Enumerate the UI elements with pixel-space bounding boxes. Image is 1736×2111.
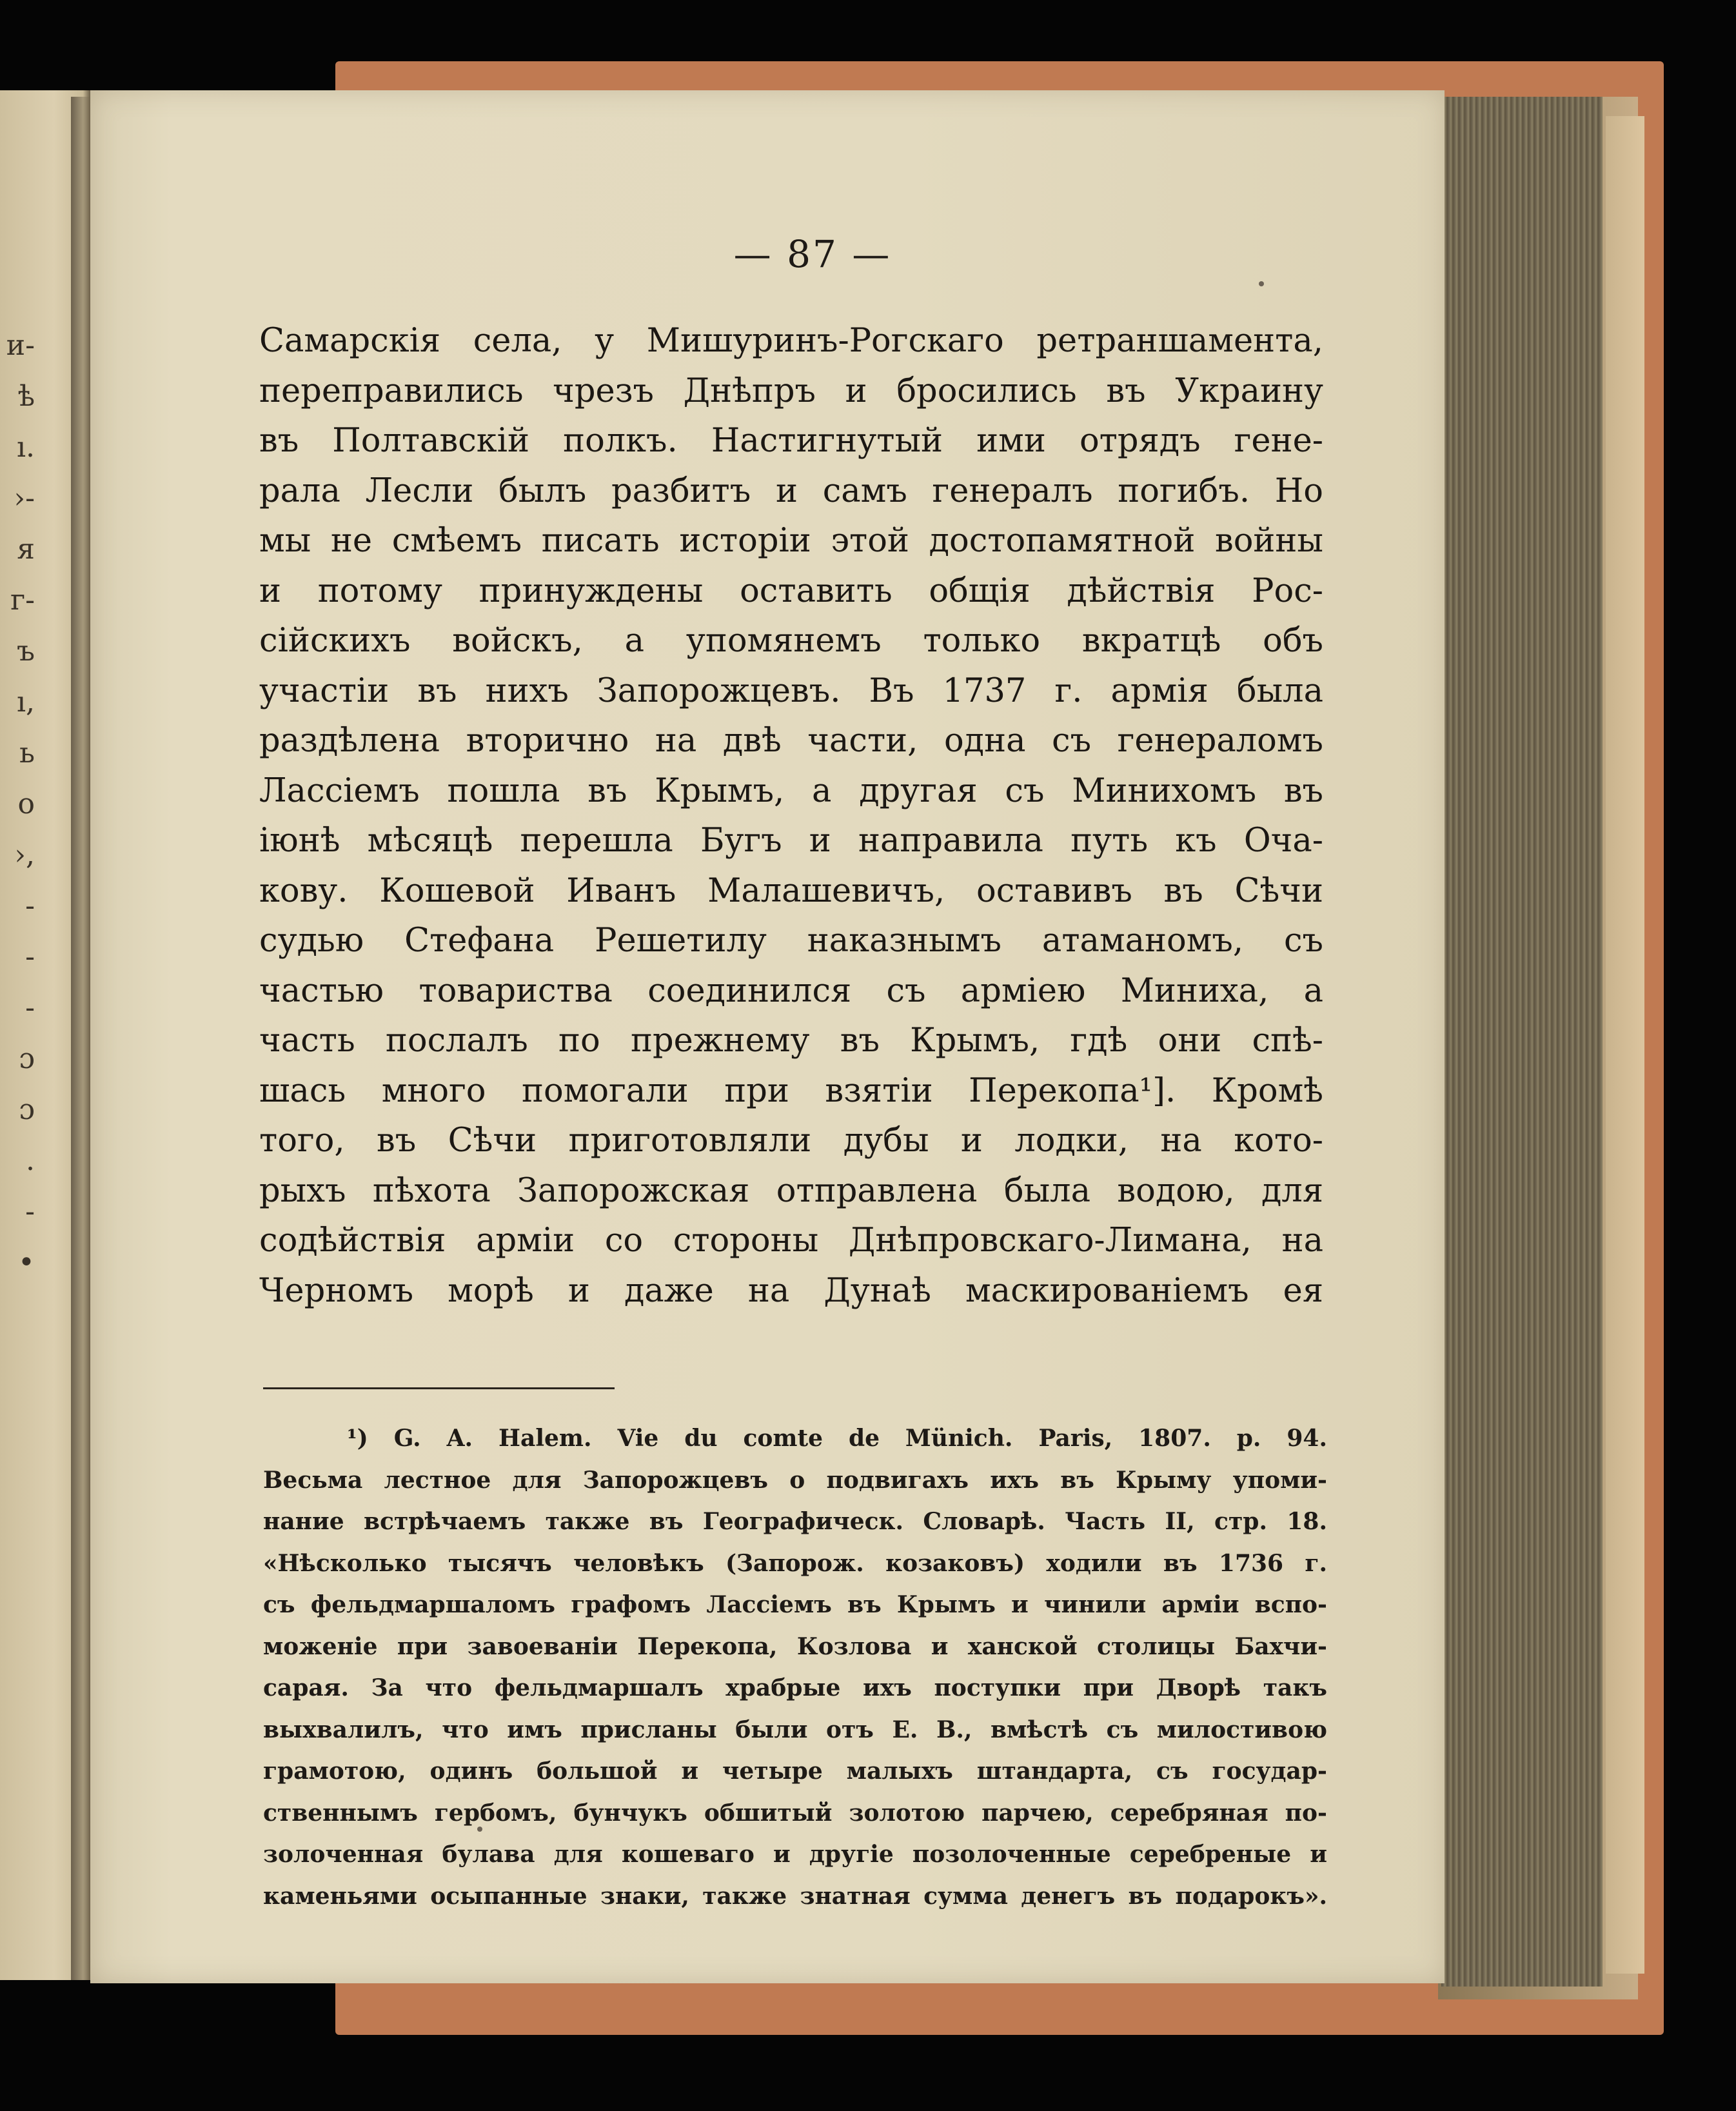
- left-fragment: и-: [6, 329, 35, 362]
- left-fragment: ɔ: [19, 1042, 35, 1075]
- left-fragment: ь: [19, 737, 35, 769]
- body-line: въ Полтавскій полкъ. Настигнутый ими отрядъ гене-: [259, 422, 1323, 460]
- left-fragment: -: [25, 940, 35, 973]
- footnote-block: [263, 1418, 1327, 1917]
- left-fragment: ъ: [17, 635, 35, 668]
- footnote-line: сарая. За что фельдмаршалъ храбрые ихъ поступки при Дворѣ такъ: [263, 1674, 1327, 1701]
- left-fragment: ı,: [16, 686, 35, 719]
- left-fragment: о: [17, 788, 35, 820]
- body-line: частью товариства соединился съ арміею Миниха, а: [259, 971, 1323, 1010]
- left-fragment: ѣ: [17, 380, 35, 413]
- left-fragment: ı.: [16, 431, 35, 464]
- footnote-line: выхвалилъ, что имъ присланы были отъ Е. В., вмѣстѣ съ милостивою: [263, 1716, 1327, 1743]
- footnote-line: ственнымъ гербомъ, бунчукъ обшитый золотою парчею, серебряная по-: [263, 1799, 1327, 1827]
- book-page: [90, 90, 1445, 1983]
- left-fragment: -: [25, 889, 35, 922]
- gutter-shadow: [71, 97, 90, 1980]
- footnote-line: ¹) G. A. Halem. Vie du comte de Münich. Paris, 1807. p. 94.: [347, 1425, 1327, 1452]
- footnote-line: «Нѣсколько тысячъ человѣкъ (Запорож. козаковъ) ходили въ 1736 г.: [263, 1549, 1327, 1577]
- footnote-line: моженіе при завоеваніи Перекопа, Козлова и ханской столицы Бахчи-: [263, 1632, 1327, 1660]
- body-line: часть послалъ по прежнему въ Крымъ, гдѣ они спѣ-: [259, 1022, 1323, 1060]
- footnote-line: съ фельдмаршаломъ графомъ Лассіемъ въ Крымъ и чинили арміи вспо-: [263, 1591, 1327, 1618]
- left-fragment: •: [18, 1246, 35, 1279]
- left-fragment: ›,: [14, 838, 35, 871]
- left-fragment: г-: [10, 584, 35, 617]
- body-line: и потому принуждены оставить общія дѣйствія Рос-: [259, 571, 1323, 610]
- body-line: кову. Кошевой Иванъ Малашевичъ, оставивъ въ Сѣчи: [259, 871, 1323, 910]
- left-fragment: я: [17, 533, 35, 566]
- body-line: Черномъ морѣ и даже на Дунаѣ маскированіемъ ея: [259, 1271, 1323, 1310]
- body-line: переправились чрезъ Днѣпръ и бросились въ Украину: [259, 372, 1323, 410]
- footnote-line: каменьями осыпанные знаки, также знатная сумма денегъ въ подарокъ».: [263, 1882, 1327, 1910]
- body-line: того, въ Сѣчи приготовляли дубы и лодки, на кото-: [259, 1122, 1323, 1160]
- left-page-text-fragments: [0, 329, 39, 1297]
- footnote-line: Весьма лестное для Запорожцевъ о подвигахъ ихъ въ Крыму упоми-: [263, 1466, 1327, 1494]
- footnote-line: нание встрѣчаемъ также въ Географическ. Словарѣ. Часть II, стр. 18.: [263, 1508, 1327, 1535]
- body-line: сійскихъ войскъ, а упомянемъ только вкратцѣ объ: [259, 622, 1323, 660]
- left-fragment: ɔ: [19, 1093, 35, 1126]
- body-line: судью Стефана Решетилу наказнымъ атаманомъ, съ: [259, 922, 1323, 960]
- footnote-line: грамотою, одинъ большой и четыре малыхъ штандарта, съ государ-: [263, 1758, 1327, 1785]
- body-text: [259, 316, 1323, 1316]
- body-line: раздѣлена вторично на двѣ части, одна съ генераломъ: [259, 722, 1323, 760]
- footnote-line: золоченная булава для кошеваго и другіе позолоченные серебреные и: [263, 1841, 1327, 1868]
- page-number: — 87 —: [733, 232, 892, 276]
- body-line: мы не смѣемъ писать исторіи этой достопамятной войны: [259, 522, 1323, 560]
- body-line: іюнѣ мѣсяцѣ перешла Бугъ и направила путь къ Оча-: [259, 822, 1323, 860]
- left-fragment: -: [25, 1195, 35, 1228]
- paper-speck: [477, 1827, 482, 1832]
- footnote-divider: [263, 1387, 615, 1389]
- body-line: содѣйствія арміи со стороны Днѣпровскаго-Лимана, на: [259, 1222, 1323, 1260]
- left-fragment: -: [25, 991, 35, 1024]
- left-fragment: .: [26, 1144, 35, 1177]
- paper-speck: [1259, 281, 1264, 286]
- body-line: шась много помогали при взятіи Перекопа¹]. Кромѣ: [259, 1071, 1323, 1110]
- page-edges-stack: [1441, 97, 1603, 1987]
- body-line: рыхъ пѣхота Запорожская отправлена была водою, для: [259, 1171, 1323, 1210]
- body-line: участіи въ нихъ Запорожцевъ. Въ 1737 г. армія была: [259, 671, 1323, 710]
- body-line: рала Лесли былъ разбитъ и самъ генералъ погибъ. Но: [259, 471, 1323, 510]
- page-edges-outer: [1606, 116, 1644, 1974]
- left-fragment: ›-: [14, 482, 35, 515]
- body-line: Самарскія села, у Мишуринъ-Рогскаго ретраншамента,: [259, 322, 1323, 360]
- body-line: Лассіемъ пошла въ Крымъ, а другая съ Минихомъ въ: [259, 771, 1323, 810]
